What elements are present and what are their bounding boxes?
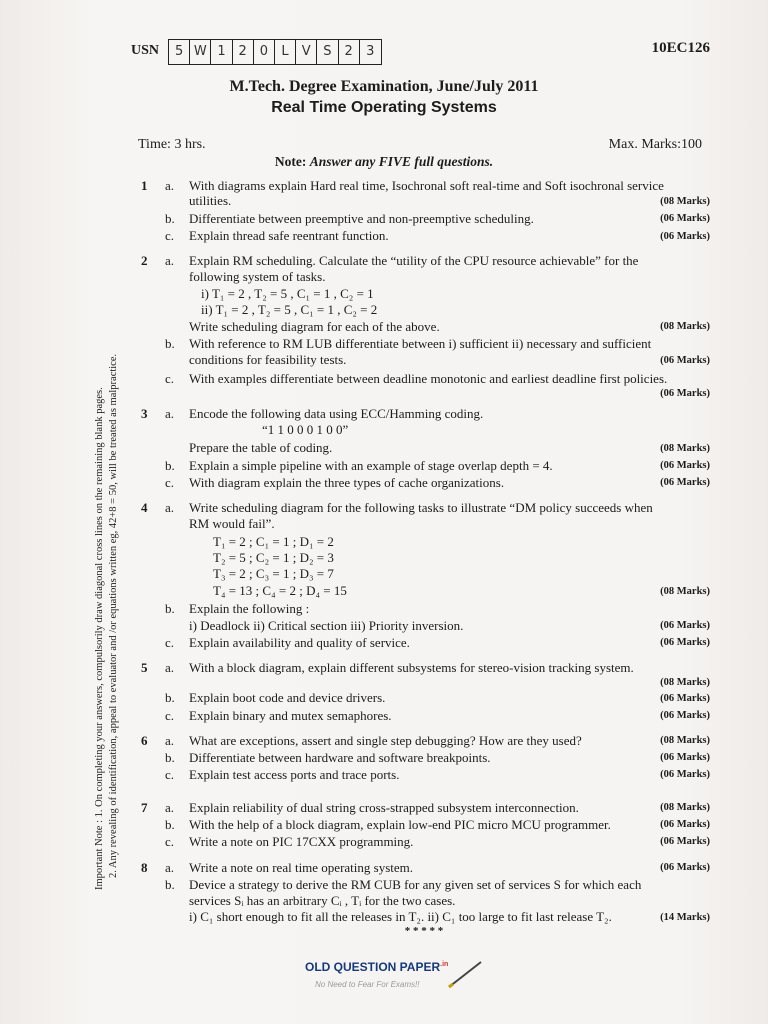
logo-title: OLD QUESTION $PAPER^{.in}$: [305, 960, 449, 974]
note-text: Answer any FIVE full questions.: [309, 154, 494, 169]
marks: (14 Marks): [660, 912, 710, 923]
side-note-line-2: 2. Any revealing of identification, appeal to evaluator and /or equations written eg, 42+8 = 50, will be treated as malpractice.: [108, 353, 119, 878]
side-important-note: [93, 230, 121, 890]
question-number: 5: [141, 660, 148, 675]
question-text: Write scheduling diagram for each of the above.: [189, 319, 440, 334]
subquestion-label: a.: [165, 178, 175, 193]
marks: (06 Marks): [660, 213, 710, 224]
subquestion-label: c.: [165, 371, 175, 386]
marks: (06 Marks): [660, 819, 710, 830]
usn-digit: 0: [254, 40, 275, 64]
subquestion-label: b.: [165, 336, 175, 351]
task-values: ii) T₁ = 2 , T₂ = 5 , C₁ = 1 , C₂ = 2: [201, 302, 378, 317]
marks: (08 Marks): [660, 586, 710, 597]
pen-icon: [445, 960, 485, 990]
subquestion-label: b.: [165, 750, 175, 765]
logo: [305, 960, 480, 1000]
question-text: Explain test access ports and trace ports.: [189, 767, 400, 782]
question-text: Explain a simple pipeline with an example of stage overlap depth = 4.: [189, 458, 553, 473]
task-values: i) T₁ = 2 , T₂ = 5 , C₁ = 1 , C₂ = 1: [201, 286, 374, 301]
subquestion-label: b.: [165, 817, 175, 832]
question-text: Prepare the table of coding.: [189, 440, 333, 455]
question-text: Explain boot code and device drivers.: [189, 690, 386, 705]
marks: (06 Marks): [660, 637, 710, 648]
question-text: i) C₁ short enough to fit all the releases in T₂. ii) C₁ too large to fit last release T₂.: [189, 909, 612, 924]
marks: (06 Marks): [660, 710, 710, 721]
marks: (06 Marks): [660, 769, 710, 780]
subject-code: 10EC126: [651, 40, 710, 56]
marks: (08 Marks): [660, 443, 710, 454]
marks: (08 Marks): [660, 735, 710, 746]
usn-boxes: [168, 39, 382, 65]
marks: (06 Marks): [660, 693, 710, 704]
subquestion-label: a.: [165, 660, 175, 675]
question-text: Explain binary and mutex semaphores.: [189, 708, 392, 723]
question-text: RM would fail”.: [189, 516, 275, 531]
usn-digit: L: [275, 40, 296, 64]
exam-time: Time: 3 hrs.: [138, 137, 206, 152]
question-text: With diagram explain the three types of cache organizations.: [189, 475, 505, 490]
end-marker: * * * * *: [404, 925, 444, 937]
question-text: Explain the following :: [189, 601, 310, 616]
marks: (08 Marks): [660, 677, 710, 688]
subquestion-label: a.: [165, 253, 175, 268]
question-text: With the help of a block diagram, explain low-end PIC micro MCU programmer.: [189, 817, 611, 832]
subquestion-label: c.: [165, 475, 175, 490]
question-text: Write a note on PIC 17CXX programming.: [189, 834, 414, 849]
usn-digit: S: [317, 40, 338, 64]
question-text: Explain thread safe reentrant function.: [189, 228, 389, 243]
subquestion-label: c.: [165, 834, 175, 849]
subquestion-label: c.: [165, 708, 175, 723]
logo-suffix: .in: [440, 961, 449, 968]
question-number: 8: [141, 860, 148, 875]
question-text: following system of tasks.: [189, 269, 326, 284]
subquestion-label: c.: [165, 767, 175, 782]
question-text: Encode the following data using ECC/Hamming coding.: [189, 406, 484, 421]
question-number: 6: [141, 733, 148, 748]
question-text: Explain RM scheduling. Calculate the “utility of the CPU resource achievable” for the: [189, 253, 639, 268]
question-text: With reference to RM LUB differentiate between i) sufficient ii) necessary and sufficient: [189, 336, 652, 351]
question-text: With examples differentiate between deadline monotonic and earliest deadline first policies.: [189, 371, 668, 386]
task-values: T₄ = 13 ; C₄ = 2 ; D₄ = 15: [213, 583, 347, 598]
subquestion-label: c.: [165, 635, 175, 650]
question-text: Device a strategy to derive the RM CUB for any given set of services S for which each: [189, 877, 642, 892]
subquestion-label: b.: [165, 211, 175, 226]
marks: (06 Marks): [660, 862, 710, 873]
subquestion-label: b.: [165, 690, 175, 705]
marks: (06 Marks): [660, 477, 710, 488]
instruction-note: [0, 154, 768, 170]
max-marks: Max. Marks:100: [608, 137, 702, 152]
question-text: With a block diagram, explain different subsystems for stereo-vision tracking system.: [189, 660, 634, 675]
task-values: T₂ = 5 ; C₂ = 1 ; D₂ = 3: [213, 550, 334, 565]
subquestion-label: a.: [165, 500, 175, 515]
exam-title: M.Tech. Degree Examination, June/July 2011: [229, 78, 539, 95]
subquestion-label: b.: [165, 458, 175, 473]
question-text: Write a note on real time operating system.: [189, 860, 414, 875]
side-note-line-1: Important Note : 1. On completing your answers, compulsorily draw diagonal cross lines on the remaining blank pages.: [94, 387, 105, 890]
marks: (06 Marks): [660, 388, 710, 399]
usn-digit: V: [296, 40, 317, 64]
question-number: 4: [141, 500, 148, 515]
marks: (06 Marks): [660, 355, 710, 366]
question-text: With diagrams explain Hard real time, Isochronal soft real-time and Soft isochronal service: [189, 178, 664, 193]
task-values: T₁ = 2 ; C₁ = 1 ; D₁ = 2: [213, 534, 334, 549]
marks: (08 Marks): [660, 196, 710, 207]
usn-digit: 5: [169, 40, 190, 64]
data-string: “1 1 0 0 0 1 0 0”: [262, 422, 349, 437]
question-text: What are exceptions, assert and single step debugging? How are they used?: [189, 733, 582, 748]
subquestion-label: a.: [165, 860, 175, 875]
subquestion-label: b.: [165, 877, 175, 892]
subquestion-label: c.: [165, 228, 175, 243]
question-text: conditions for feasibility tests.: [189, 352, 347, 367]
marks: (06 Marks): [660, 231, 710, 242]
subquestion-label: b.: [165, 601, 175, 616]
question-number: 2: [141, 253, 148, 268]
question-text: Explain availability and quality of service.: [189, 635, 410, 650]
usn-label: USN: [131, 43, 160, 58]
question-number: 7: [141, 800, 148, 815]
usn-digit: 3: [366, 44, 375, 59]
marks: (06 Marks): [660, 620, 710, 631]
question-number: 3: [141, 406, 148, 421]
note-label: Note:: [274, 154, 307, 169]
question-text: Write scheduling diagram for the following tasks to illustrate “DM policy succeeds when: [189, 500, 653, 515]
task-values: T₃ = 2 ; C₃ = 1 ; D₃ = 7: [213, 566, 334, 581]
subquestion-label: a.: [165, 800, 175, 815]
question-text: Explain reliability of dual string cross-strapped subsystem interconnection.: [189, 800, 579, 815]
marks: (06 Marks): [660, 752, 710, 763]
question-text: utilities.: [189, 193, 232, 208]
question-text: Differentiate between hardware and software breakpoints.: [189, 750, 491, 765]
subject-title: Real Time Operating Systems: [271, 99, 497, 116]
question-text: i) Deadlock ii) Critical section iii) Priority inversion.: [189, 618, 464, 633]
marks: (06 Marks): [660, 460, 710, 471]
marks: (08 Marks): [660, 321, 710, 332]
subquestion-label: a.: [165, 733, 175, 748]
question-number: 1: [141, 178, 148, 193]
marks: (08 Marks): [660, 802, 710, 813]
usn-digit: 2: [339, 40, 360, 64]
usn-digit: 1: [211, 40, 232, 64]
marks: (06 Marks): [660, 836, 710, 847]
question-text: Differentiate between preemptive and non-preemptive scheduling.: [189, 211, 534, 226]
logo-tagline: No Need to Fear For Exams!!: [315, 980, 420, 989]
question-text: services Sᵢ has an arbitrary Cᵢ , Tᵢ for the two cases.: [189, 893, 456, 908]
subquestion-label: a.: [165, 406, 175, 421]
usn-digit: W: [190, 40, 211, 64]
usn-digit: 2: [233, 40, 254, 64]
